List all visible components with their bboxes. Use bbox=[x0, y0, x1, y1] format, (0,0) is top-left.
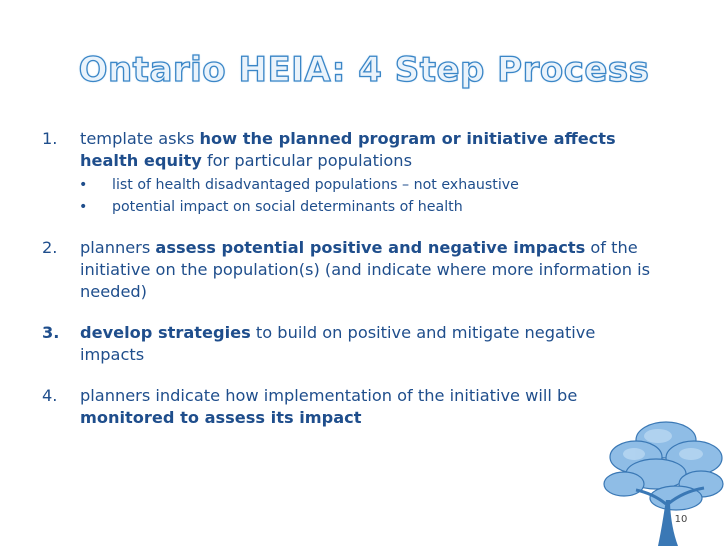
step-text: template asks bbox=[80, 129, 200, 148]
step-text-bold: how the planned program or initiative affects health equity bbox=[80, 129, 616, 170]
step-text: planners indicate how implementation of the initiative will be bbox=[80, 386, 578, 405]
step-4 bbox=[40, 385, 660, 429]
step-text-bold: monitored to assess its impact bbox=[80, 408, 362, 427]
bullet-icon: • bbox=[79, 177, 88, 193]
sub-bullet-text: potential impact on social determinants of health bbox=[112, 199, 463, 215]
page-number: 10 bbox=[674, 514, 688, 525]
step-text-bold: develop strategies bbox=[80, 323, 251, 342]
step-text-bold: assess potential positive and negative impacts bbox=[155, 238, 586, 257]
step-text: planners bbox=[80, 238, 156, 257]
sub-bullet-text: list of health disadvantaged populations – not exhaustive bbox=[112, 177, 519, 193]
step-list bbox=[40, 128, 660, 448]
step-number: 3. bbox=[42, 323, 60, 342]
step-text: to build on positive and mitigate negative impacts bbox=[80, 323, 596, 364]
bullet-icon: • bbox=[79, 199, 88, 215]
sub-bullet-item bbox=[80, 196, 660, 218]
step-number: 4. bbox=[42, 386, 58, 405]
step-3 bbox=[40, 322, 660, 366]
step-number: 1. bbox=[42, 129, 58, 148]
step-number: 2. bbox=[42, 238, 58, 257]
sub-bullet-item bbox=[80, 174, 660, 196]
step-2 bbox=[40, 237, 660, 303]
step-text: of the initiative on the population(s) (and indicate where more information is needed) bbox=[80, 238, 651, 301]
step-1 bbox=[40, 128, 660, 218]
step-text: for particular populations bbox=[201, 151, 413, 170]
sub-bullet-list bbox=[80, 174, 660, 218]
slide-title: Ontario HEIA: 4 Step Process bbox=[78, 50, 650, 90]
tree-icon bbox=[596, 412, 728, 546]
